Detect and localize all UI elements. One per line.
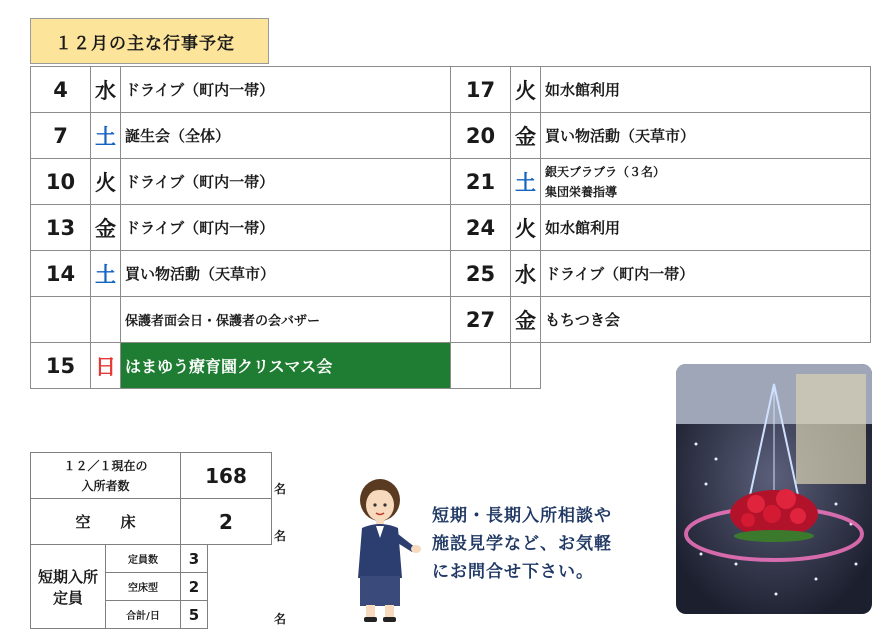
message-line-2: 施設見学など、お気軽	[432, 534, 612, 554]
day-of-week: 火	[511, 67, 541, 113]
table-row	[31, 205, 871, 251]
vacant-label: 空 床	[31, 499, 181, 545]
event-name: 如水館利用	[541, 67, 871, 113]
event-name: 誕生会（全体）	[121, 113, 451, 159]
event-name: もちつき会	[541, 297, 871, 343]
vacant-type-value: 2	[181, 573, 208, 601]
event-name: 買い物活動（天草市）	[121, 251, 451, 297]
day-number: 17	[451, 67, 511, 113]
event-name: ドライブ（町内一帯）	[541, 251, 871, 297]
woman-gesturing-illustration	[346, 478, 422, 624]
day-number: 25	[451, 251, 511, 297]
event-name-highlighted: はまゆう療育園クリスマス会	[121, 343, 451, 389]
event-name: ドライブ（町内一帯）	[121, 67, 451, 113]
total-value: 5	[181, 601, 208, 629]
residents-stats-table	[30, 452, 272, 629]
day-number: 7	[31, 113, 91, 159]
empty-cell	[451, 343, 511, 389]
day-number	[31, 297, 91, 343]
day-number: 24	[451, 205, 511, 251]
capacity-label: 定員数	[106, 545, 181, 573]
vacant-type-label: 空床型	[106, 573, 181, 601]
residents-label-line-2: 入所者数	[81, 478, 130, 493]
event-name: ドライブ（町内一帯）	[121, 159, 451, 205]
table-row	[31, 67, 871, 113]
table-row	[31, 251, 871, 297]
day-of-week: 水	[91, 67, 121, 113]
residents-value: 168	[181, 453, 272, 499]
day-of-week: 火	[91, 159, 121, 205]
event-name: 買い物活動（天草市）	[541, 113, 871, 159]
event-name: 如水館利用	[541, 205, 871, 251]
message-line-3: にお問合せ下さい。	[432, 562, 594, 582]
day-number: 10	[31, 159, 91, 205]
schedule-title: １２月の主な行事予定	[30, 18, 269, 64]
day-number: 20	[451, 113, 511, 159]
christmas-tree-illumination-photo	[676, 364, 872, 614]
day-number: 4	[31, 67, 91, 113]
empty-cell	[511, 343, 541, 389]
day-number: 27	[451, 297, 511, 343]
capacity-value: 3	[181, 545, 208, 573]
table-row	[31, 113, 871, 159]
day-of-week: 水	[511, 251, 541, 297]
day-number: 13	[31, 205, 91, 251]
unit-label: 名	[274, 482, 287, 496]
short-stay-label: 短期入所定員	[31, 545, 106, 629]
day-of-week: 金	[511, 113, 541, 159]
event-name: 保護者面会日・保護者の会バザー	[121, 297, 451, 343]
event-line-2: 集団栄養指導	[545, 184, 618, 199]
day-of-week: 火	[511, 205, 541, 251]
event-name-two-line	[541, 159, 871, 205]
day-of-week-saturday: 土	[91, 113, 121, 159]
total-label: 合計/日	[106, 601, 181, 629]
event-line-1: 銀天ブラブラ（３名）	[545, 164, 666, 179]
table-row	[31, 297, 871, 343]
day-of-week-saturday: 土	[511, 159, 541, 205]
unit-label: 名	[274, 612, 287, 626]
unit-label: 名	[274, 529, 287, 543]
residents-label	[31, 453, 181, 499]
day-of-week: 金	[511, 297, 541, 343]
vacant-value: 2	[181, 499, 272, 545]
message-line-1: 短期・長期入所相談や	[432, 506, 612, 526]
day-number: 15	[31, 343, 91, 389]
day-of-week-saturday: 土	[91, 251, 121, 297]
day-number: 14	[31, 251, 91, 297]
table-row	[31, 159, 871, 205]
day-of-week	[91, 297, 121, 343]
residents-label-line-1: １２／１現在の	[63, 458, 148, 473]
day-of-week: 金	[91, 205, 121, 251]
schedule-table	[30, 66, 871, 389]
day-number: 21	[451, 159, 511, 205]
day-of-week-sunday: 日	[91, 343, 121, 389]
contact-message	[432, 502, 672, 586]
event-name: ドライブ（町内一帯）	[121, 205, 451, 251]
